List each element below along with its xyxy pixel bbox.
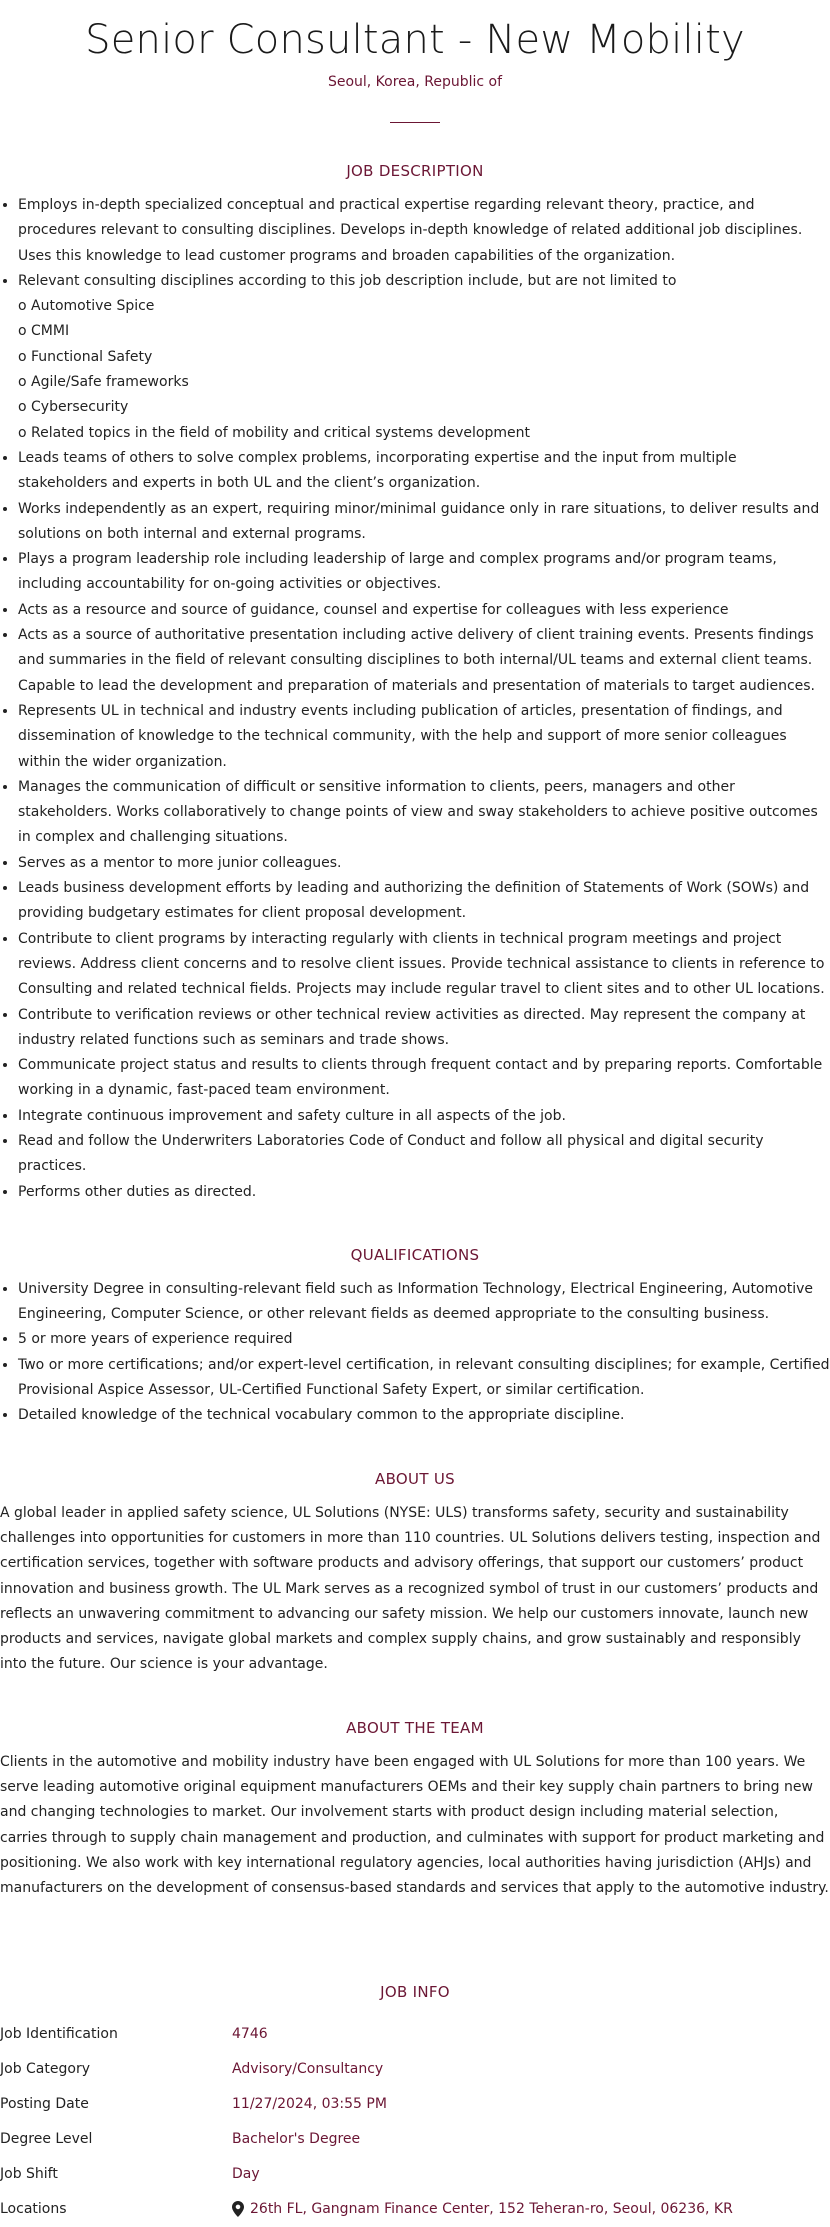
job-description-heading: JOB DESCRIPTION bbox=[346, 162, 484, 180]
list-item: • Integrate continuous improvement and safety culture in all aspects of the job. bbox=[18, 1104, 830, 1129]
list-item: o Functional Safety bbox=[18, 348, 153, 365]
job-info-value: 4746 bbox=[232, 2026, 268, 2043]
list-item: • Relevant consulting disciplines according to this job description include, but are not limited to bbox=[18, 269, 830, 294]
about-team-text: Clients in the automotive and mobility industry have been engaged with UL Solutions for more than 100 years. We serve leading automotive original equipment manufacturers OEMs and their key supply chain partners to bring new and changing technologies to market. Our involvement starts with product design including material selection, carries through to supply chain management and production, and culminates with support for product marketing and positioning. We also work with key international regulatory agencies, local authorities having jurisdiction (AHJs) and manufacturers on the development of consensus-based standards and services that apply to the automotive industry. bbox=[0, 1753, 829, 1897]
job-info-label: Job Identification bbox=[0, 2026, 118, 2043]
job-info-label: Degree Level bbox=[0, 2131, 93, 2148]
job-info-row bbox=[0, 2017, 830, 2052]
list-item: • Leads teams of others to solve complex problems, incorporating expertise and the input from multiple stakeholders and experts in both UL and the client’s organization. bbox=[18, 446, 830, 497]
job-location-link[interactable] bbox=[232, 2201, 733, 2217]
list-item: o CMMI bbox=[18, 323, 70, 340]
job-info-row bbox=[0, 2192, 830, 2227]
job-info-label: Job Shift bbox=[0, 2166, 58, 2183]
job-info-heading: JOB INFO bbox=[380, 1982, 450, 2001]
job-info-row bbox=[0, 2122, 830, 2157]
list-item: • Contribute to client programs by interacting regularly with clients in technical program meetings and project reviews. Address client concerns and to resolve client issues. Provide technical assistance to clients in reference to Consulting and related technical fields. Projects may include regular travel to client sites and to other UL locations. bbox=[18, 927, 830, 1003]
list-item: • Represents UL in technical and industry events including publication of articles, presentation of findings, and dissemination of knowledge to the technical community, with the help and support of more senior colleagues within the wider organization. bbox=[18, 699, 830, 775]
job-location: Seoul, Korea, Republic of bbox=[327, 74, 503, 90]
about-team-heading: ABOUT THE TEAM bbox=[346, 1718, 484, 1737]
title-divider bbox=[390, 122, 440, 123]
list-item: o Cybersecurity bbox=[18, 399, 129, 416]
job-info-label: Locations bbox=[0, 2201, 67, 2218]
job-info-value: 11/27/2024, 03:55 PM bbox=[232, 2096, 387, 2113]
list-item: • Detailed knowledge of the technical vocabulary common to the appropriate discipline. bbox=[18, 1403, 830, 1428]
qualifications-list bbox=[0, 1277, 830, 1429]
list-item: • Performs other duties as directed. bbox=[18, 1180, 830, 1205]
list-item: • Manages the communication of difficult or sensitive information to clients, peers, managers and other stakeholders. Works collaboratively to change points of view and sway stakeholders to achieve positive outcomes in complex and challenging situations. bbox=[18, 775, 830, 851]
list-item: • University Degree in consulting-relevant field such as Information Technology, Electrical Engineering, Automotive Engineering, Computer Science, or other relevant fields as deemed appropriate to the consulting business. bbox=[18, 1277, 830, 1328]
job-info-row bbox=[0, 2052, 830, 2087]
list-item: o Related topics in the field of mobility and critical systems development bbox=[18, 424, 530, 441]
about-us-heading: ABOUT US bbox=[375, 1469, 455, 1488]
list-item: • Plays a program leadership role including leadership of large and complex programs and/or program teams, including accountability for on-going activities or objectives. bbox=[18, 547, 830, 598]
list-item: • Contribute to verification reviews or other technical review activities as directed. May represent the company at industry related functions such as seminars and trade shows. bbox=[18, 1003, 830, 1054]
job-info-value: Bachelor's Degree bbox=[232, 2131, 361, 2148]
map-pin-icon bbox=[232, 2201, 244, 2217]
job-info-table bbox=[0, 2017, 830, 2227]
job-title: Senior Consultant - New Mobility bbox=[85, 17, 745, 63]
list-item: • 5 or more years of experience required bbox=[18, 1327, 830, 1352]
job-description-list bbox=[0, 193, 830, 1205]
list-item: • Communicate project status and results to clients through frequent contact and by preparing reports. Comfortable working in a dynamic, fast-paced team environment. bbox=[18, 1053, 830, 1104]
list-item: • Works independently as an expert, requiring minor/minimal guidance only in rare situations, to deliver results and solutions on both internal and external programs. bbox=[18, 497, 830, 548]
job-info-label: Posting Date bbox=[0, 2096, 89, 2113]
job-info-row bbox=[0, 2157, 830, 2192]
list-item: • Two or more certifications; and/or expert-level certification, in relevant consulting disciplines; for example, Certified Provisional Aspice Assessor, UL-Certified Functional Safety Expert, or similar certification. bbox=[18, 1353, 830, 1404]
job-location-address: 26th FL, Gangnam Finance Center, 152 Teheran-ro, Seoul, 06236, KR bbox=[250, 2201, 733, 2218]
list-item: • Acts as a source of authoritative presentation including active delivery of client training events. Presents findings and summaries in the field of relevant consulting disciplines to both internal/UL teams and external client teams. Capable to lead the development and preparation of materials and presentation of materials to target audiences. bbox=[18, 623, 830, 699]
list-item: o Agile/Safe frameworks bbox=[18, 374, 189, 391]
job-info-value: Day bbox=[232, 2166, 260, 2183]
job-info-value: Advisory/Consultancy bbox=[232, 2061, 384, 2078]
list-item: • Read and follow the Underwriters Laboratories Code of Conduct and follow all physical and digital security practices. bbox=[18, 1129, 830, 1180]
job-info-row bbox=[0, 2087, 830, 2122]
about-us-text: A global leader in applied safety science, UL Solutions (NYSE: ULS) transforms safety, security and sustainability challenges into opportunities for customers in more than 110 countries. UL Solutions delivers testing, inspection and certification services, together with software products and advisory offerings, that support our customers’ product innovation and business growth. The UL Mark serves as a recognized symbol of trust in our customers’ products and reflects an unwavering commitment to advancing our safety mission. We help our customers innovate, launch new products and services, navigate global markets and complex supply chains, and grow sustainably and responsibly into the future. Our science is your advantage. bbox=[0, 1504, 821, 1673]
qualifications-heading: QUALIFICATIONS bbox=[350, 1245, 480, 1264]
job-info-label: Job Category bbox=[0, 2061, 90, 2078]
list-item: o Automotive Spice bbox=[18, 298, 155, 315]
list-item: • Serves as a mentor to more junior colleagues. bbox=[18, 851, 830, 876]
list-item: • Employs in-depth specialized conceptual and practical expertise regarding relevant theory, practice, and procedures relevant to consulting disciplines. Develops in-depth knowledge of related additional job disciplines. Uses this knowledge to lead customer programs and broaden capabilities of the organization. bbox=[18, 193, 830, 269]
list-item: • Leads business development efforts by leading and authorizing the definition of Statements of Work (SOWs) and providing budgetary estimates for client proposal development. bbox=[18, 876, 830, 927]
list-item: • Acts as a resource and source of guidance, counsel and expertise for colleagues with less experience bbox=[18, 598, 830, 623]
